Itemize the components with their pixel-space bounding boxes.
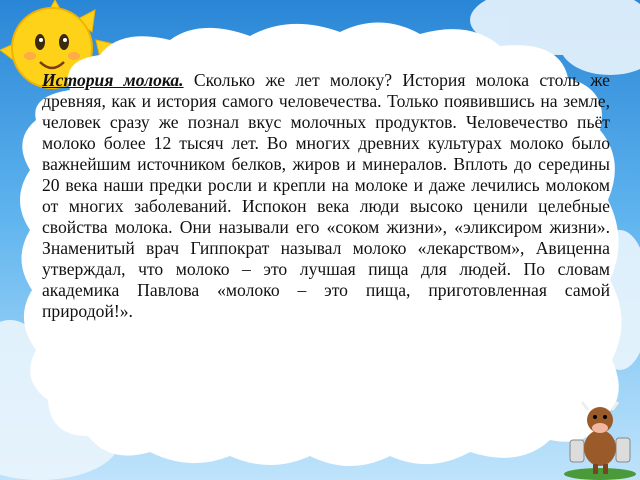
article-body: Сколько же лет молоку? История молока столь же древняя, как и история самого человечества. Только появившись на земле, человек сразу же познал вкус молочных продуктов. Человечество пьёт молоко более 12 тысяч лет. Во многих древних культурах молоко было важнейшим источником белков, жиров и минералов. Вплоть до середины 20 века наши предки росли и крепли на молоке и даже лечились молоком от многих заболеваний. Испокон века люди высоко ценили целебные свойства молока. Они называли его «соком жизни», «эликсиром жизни». Знаменитый врач Гиппократ называл молоко «лекарством», Авиценна утверждал, что молоко – это лучшая пища для людей. По словам академика Павлова «молоко – это пища, приготовленная самой природой!». bbox=[42, 70, 610, 321]
article-title: История молока. bbox=[42, 70, 184, 90]
cow-icon bbox=[560, 388, 640, 480]
article-text bbox=[42, 70, 610, 322]
